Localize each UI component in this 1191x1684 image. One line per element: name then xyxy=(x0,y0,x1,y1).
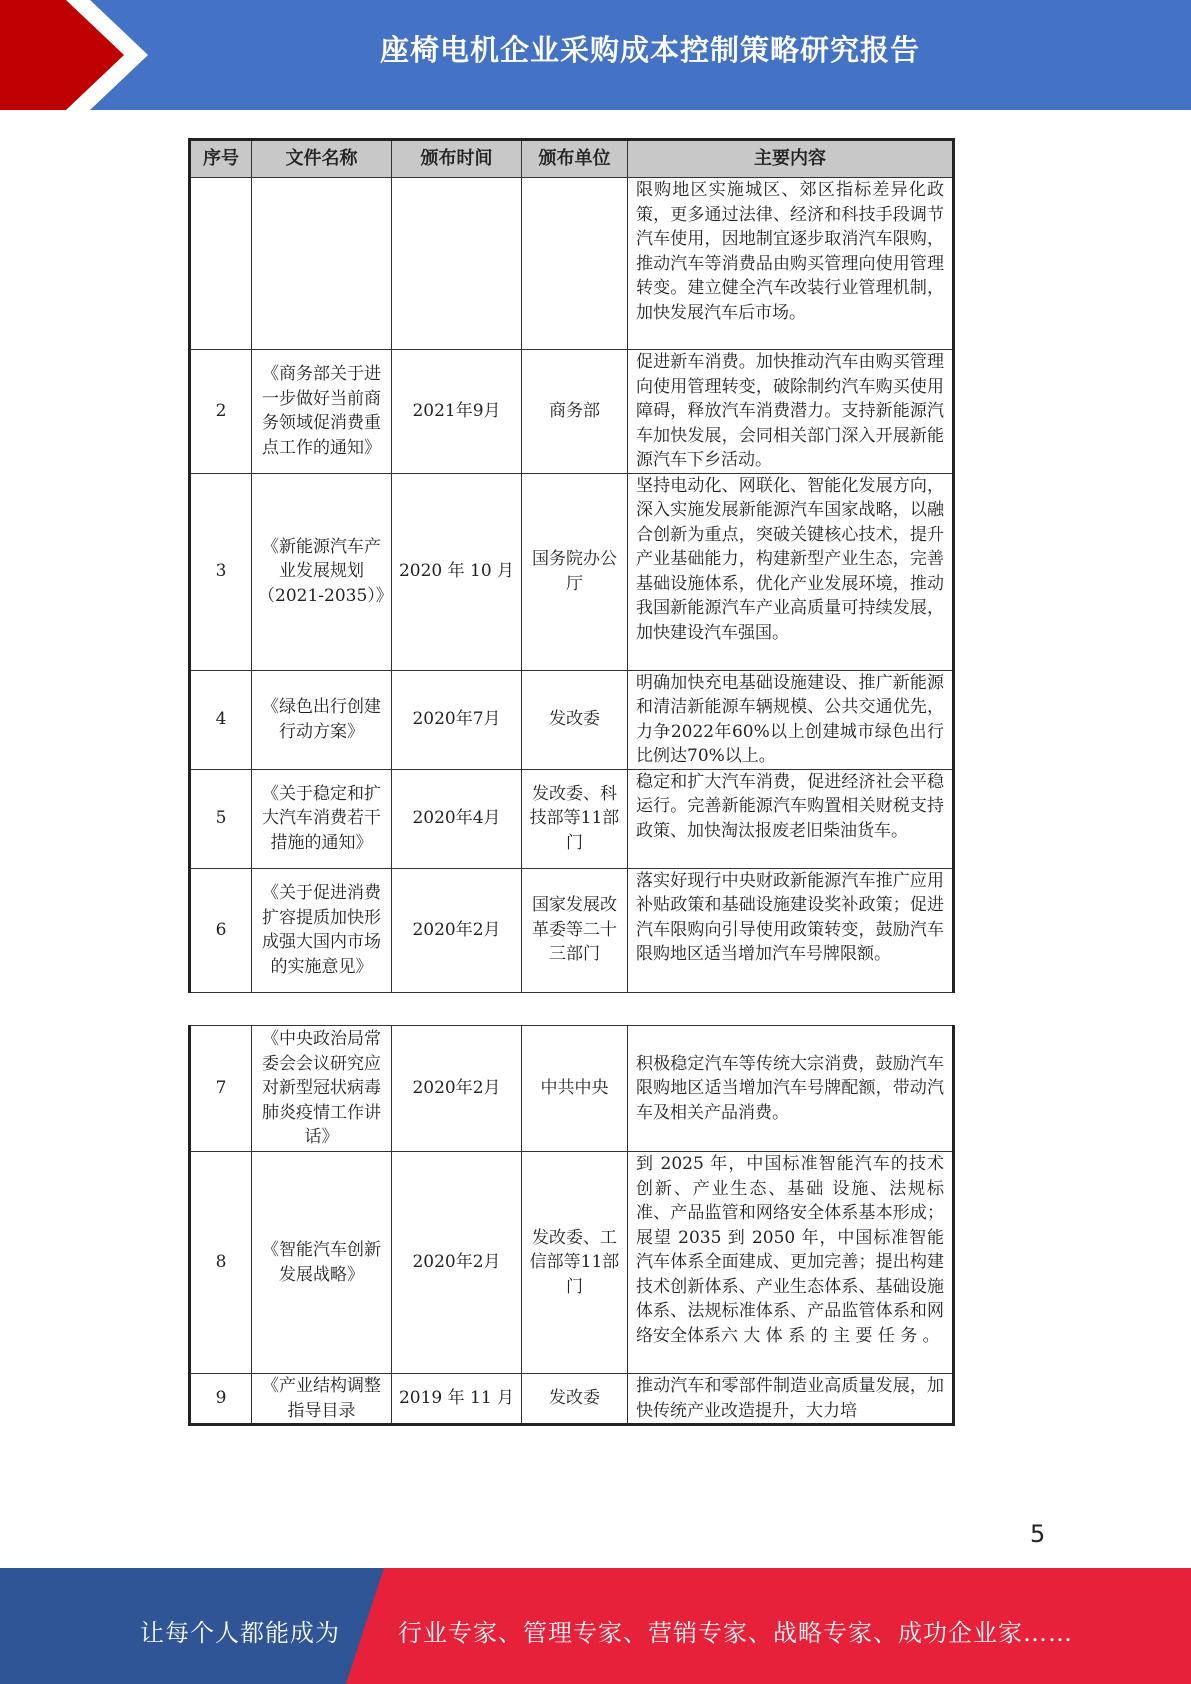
policy-table-part1 xyxy=(188,138,955,993)
cell-name: 《绿色出行创建行动方案》 xyxy=(252,670,392,769)
cell-name: 《关于促进消费扩容提质加快形成强大国内市场的实施意见》 xyxy=(252,868,392,992)
table-row xyxy=(190,1152,954,1374)
cell-issuer xyxy=(522,178,628,350)
cell-date: 2020年2月 xyxy=(392,868,522,992)
cell-date: 2020 年 10 月 xyxy=(392,473,522,670)
cell-no xyxy=(190,178,252,350)
cell-content: 到 2025 年，中国标准智能汽车的技术创新、产业生态、基础 设施、法规标准、产品监管和网络安全体系基本形成；展望 2035 到 2050 年，中国标准智能汽车体系全面建成、更加完善；提出构建技术创新体系、产业生态体系、基础设施体系、法规标准体系、产品监管体系和网络安全体系六 大 体 系 的 主 要 任 务 。 xyxy=(628,1152,954,1374)
footer-slogan-right: 行业专家、管理专家、营销专家、战略专家、成功企业家…… xyxy=(398,1619,1073,1647)
cell-date: 2019 年 11 月 xyxy=(392,1374,522,1425)
table-row xyxy=(190,1026,954,1152)
cell-issuer: 国务院办公厅 xyxy=(522,473,628,670)
table-header-row xyxy=(190,140,954,178)
cell-no: 3 xyxy=(190,473,252,670)
cell-content: 限购地区实施城区、郊区指标差异化政策，更多通过法律、经济和科技手段调节汽车使用，因地制宜逐步取消汽车限购，推动汽车等消费品由购买管理向使用管理转变。建立健全汽车改装行业管理机制，加快发展汽车后市场。 xyxy=(628,178,954,350)
cell-no: 7 xyxy=(190,1026,252,1152)
page-header xyxy=(0,0,1191,110)
cell-issuer: 发改委 xyxy=(522,670,628,769)
cell-no: 5 xyxy=(190,769,252,868)
cell-content: 积极稳定汽车等传统大宗消费，鼓励汽车限购地区适当增加汽车号牌配额，带动汽车及相关产品消费。 xyxy=(628,1026,954,1152)
cell-content: 推动汽车和零部件制造业高质量发展，加快传统产业改造提升，大力培 xyxy=(628,1374,954,1425)
cell-no: 2 xyxy=(190,350,252,474)
table-row xyxy=(190,178,954,350)
header-name: 文件名称 xyxy=(252,140,392,178)
table-row xyxy=(190,473,954,670)
cell-content: 坚持电动化、网联化、智能化发展方向，深入实施发展新能源汽车国家战略，以融合创新为重点，突破关键核心技术，提升产业基础能力，构建新型产业生态，完善基础设施体系，优化产业发展环境，推动我国新能源汽车产业高质量可持续发展，加快建设汽车强国。 xyxy=(628,473,954,670)
cell-name: 《关于稳定和扩大汽车消费若干措施的通知》 xyxy=(252,769,392,868)
cell-content: 明确加快充电基础设施建设、推广新能源和清洁新能源车辆规模、公共交通优先，力争2022年60%以上创建城市绿色出行比例达70%以上。 xyxy=(628,670,954,769)
cell-date: 2020年2月 xyxy=(392,1026,522,1152)
cell-no: 9 xyxy=(190,1374,252,1425)
cell-name: 《新能源汽车产业发展规划（2021-2035）》 xyxy=(252,473,392,670)
cell-date: 2020年2月 xyxy=(392,1152,522,1374)
cell-content: 稳定和扩大汽车消费，促进经济社会平稳运行。完善新能源汽车购置相关财税支持政策、加快淘汰报废老旧柴油货车。 xyxy=(628,769,954,868)
cell-date: 2020年4月 xyxy=(392,769,522,868)
cell-issuer: 商务部 xyxy=(522,350,628,474)
header-title: 座椅电机企业采购成本控制策略研究报告 xyxy=(379,33,920,67)
policy-table-part2 xyxy=(188,1025,955,1426)
header-date: 颁布时间 xyxy=(392,140,522,178)
cell-issuer: 发改委、工信部等11部门 xyxy=(522,1152,628,1374)
cell-content: 促进新车消费。加快推动汽车由购买管理向使用管理转变，破除制约汽车购买使用障碍，释放汽车消费潜力。支持新能源汽车加快发展，会同相关部门深入开展新能源汽车下乡活动。 xyxy=(628,350,954,474)
table-row xyxy=(190,670,954,769)
page-number: 5 xyxy=(1030,1520,1046,1548)
header-issuer: 颁布单位 xyxy=(522,140,628,178)
cell-name: 《产业结构调整指导目录 xyxy=(252,1374,392,1425)
header-content: 主要内容 xyxy=(628,140,954,178)
cell-date xyxy=(392,178,522,350)
header-no: 序号 xyxy=(190,140,252,178)
cell-no: 8 xyxy=(190,1152,252,1374)
cell-name: 《智能汽车创新发展战略》 xyxy=(252,1152,392,1374)
cell-name: 《中央政治局常委会会议研究应对新型冠状病毒肺炎疫情工作讲话》 xyxy=(252,1026,392,1152)
table-row xyxy=(190,769,954,868)
table-row xyxy=(190,1374,954,1425)
cell-date: 2021年9月 xyxy=(392,350,522,474)
table-row xyxy=(190,350,954,474)
cell-name xyxy=(252,178,392,350)
cell-no: 6 xyxy=(190,868,252,992)
cell-no: 4 xyxy=(190,670,252,769)
cell-content: 落实好现行中央财政新能源汽车推广应用补贴政策和基础设施建设奖补政策；促进汽车限购向引导使用政策转变，鼓励汽车限购地区适当增加汽车号牌限额。 xyxy=(628,868,954,992)
footer-slogan-left: 让每个人都能成为 xyxy=(140,1619,340,1647)
page-footer xyxy=(0,1568,1191,1684)
table-row xyxy=(190,868,954,992)
cell-issuer: 国家发展改革委等二十三部门 xyxy=(522,868,628,992)
cell-date: 2020年7月 xyxy=(392,670,522,769)
cell-issuer: 发改委、科技部等11部门 xyxy=(522,769,628,868)
cell-issuer: 发改委 xyxy=(522,1374,628,1425)
cell-issuer: 中共中央 xyxy=(522,1026,628,1152)
cell-name: 《商务部关于进一步做好当前商务领域促消费重点工作的通知》 xyxy=(252,350,392,474)
